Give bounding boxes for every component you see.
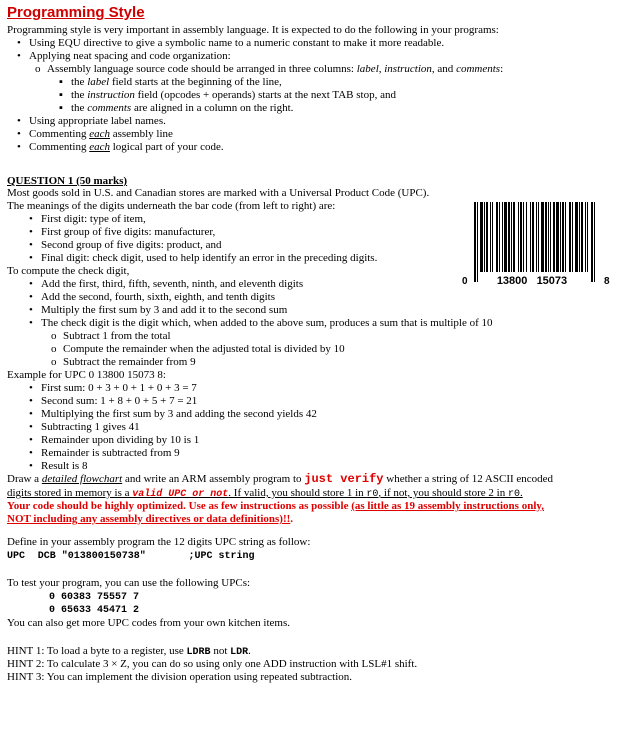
bullet-icon: • [29,304,33,316]
barcode-left-digit: 0 [462,276,468,287]
list-item: • Second sum: 1 + 8 + 0 + 5 + 7 = 21 [29,395,198,407]
list-item: • Remainder is subtracted from 9 [29,447,180,459]
code-instruction: DCB "013800150738" [37,551,146,562]
test-more: You can also get more UPC codes from your own kitchen items. [7,617,291,629]
bullet-icon: • [29,421,33,433]
circle-bullet-icon: o [51,356,57,368]
circle-bullet-icon: o [51,343,57,355]
barcode-bar [492,202,493,272]
barcode-bar [511,202,512,272]
list-item: • First sum: 0 + 3 + 0 + 1 + 0 + 3 = 7 [29,382,197,394]
intro-paragraph: Programming style is very important in assembly language. It is expected to do the following in your programs: [7,24,499,36]
barcode-bar [565,202,566,272]
barcode-right-digit: 8 [604,276,610,287]
barcode-bar [572,202,573,272]
bullet-icon: • [29,317,33,329]
barcode-bar [538,202,539,272]
square-bullet-icon: ▪ [59,89,63,101]
test-upc: 0 60383 75557 7 [49,592,140,603]
hint-line: HINT 2: To calculate 3 × Z, you can do so using only one ADD instruction with LSL#1 shift. [7,658,418,670]
square-bullet-icon: ▪ [59,102,63,114]
bullet-icon: • [29,291,33,303]
bullet-icon: • [29,447,33,459]
barcode-bar [556,202,559,272]
hint-line: HINT 1: To load a byte to a register, use LDRB not LDR. [7,645,251,658]
list-item: • Applying neat spacing and code organization: [17,50,231,62]
barcode-bar [591,202,593,282]
barcode-bar [560,202,561,272]
bullet-icon: • [29,434,33,446]
code-label: UPC [7,551,26,562]
barcode-bar [513,202,515,272]
barcode-bar [553,202,555,272]
barcode-bar [480,202,483,272]
list-item: • Final digit: check digit, used to help identify an error in the preceding digits. [29,252,378,264]
question-paragraph: To compute the check digit, [7,265,130,277]
list-item: o Subtract the remainder from 9 [51,356,196,368]
barcode-bar [486,202,488,272]
question-heading: QUESTION 1 (50 marks) [7,175,128,187]
barcode-bar [579,202,580,272]
test-intro: To test your program, you can use the following UPCs: [7,577,251,589]
bullet-icon: • [29,252,33,264]
list-item: • Subtracting 1 gives 41 [29,421,140,433]
barcode-bar [508,202,510,272]
list-item: ▪ the label field starts at the beginning of the line, [59,76,282,88]
barcode-bar [474,202,476,282]
barcode-bar [545,202,547,272]
list-item: • Commenting each logical part of your code. [17,141,224,153]
list-item: • First digit: type of item, [29,213,146,225]
barcode-bar [499,202,500,272]
barcode-bar [530,202,531,272]
bullet-icon: • [29,226,33,238]
bullet-icon: • [29,408,33,420]
code-line [7,549,255,563]
example-heading: Example for UPC 0 13800 15073 8: [7,369,166,381]
list-item: o Assembly language source code should be arranged in three columns: label, instruction, and comments: [35,63,504,75]
bullet-icon: • [29,213,33,225]
list-item: • Multiply the first sum by 3 and add it to the second sum [29,304,288,316]
list-item: • Using appropriate label names. [17,115,166,127]
barcode-bar [523,202,524,272]
square-bullet-icon: ▪ [59,76,63,88]
list-item: • Multiplying the first sum by 3 and adding the second yields 42 [29,408,317,420]
barcode-bar [562,202,564,272]
bullet-icon: • [17,141,21,153]
barcode-bar [536,202,537,272]
section-title: Programming Style [7,4,145,21]
barcode-bars [474,202,595,282]
barcode-bar [526,202,527,272]
bullet-icon: • [29,239,33,251]
code-comment: ;UPC string [188,551,255,562]
circle-bullet-icon: o [35,63,41,75]
barcode-bar [484,202,485,272]
barcode-bar [477,202,478,282]
list-item: • Add the first, third, fifth, seventh, ninth, and eleventh digits [29,278,304,290]
list-item: • The check digit is the digit which, when added to the above sum, produces a sum that is multiple of 10 [29,317,493,329]
barcode-graphic [452,200,618,290]
barcode-bar [575,202,578,272]
list-item: ▪ the comments are aligned in a column on the right. [59,102,294,114]
bullet-icon: • [29,460,33,472]
bullet-icon: • [29,278,33,290]
task-line: Draw a detailed flowchart and write an ARM assembly program to just verify whether a string of 12 ASCII encoded [7,472,554,486]
barcode-bar [504,202,507,272]
barcode-bar [496,202,498,272]
bullet-icon: • [17,115,21,127]
list-item: • Second group of five digits: product, and [29,239,222,251]
task-line: NOT including any assembly directives or data definitions)!!. [7,513,294,525]
list-item: • Commenting each assembly line [17,128,173,140]
barcode-bar [541,202,544,272]
list-item: • Remainder upon dividing by 10 is 1 [29,434,200,446]
bullet-icon: • [17,50,21,62]
bullet-icon: • [17,128,21,140]
barcode-bar [520,202,522,272]
barcode-bar [585,202,586,272]
barcode-bar [518,202,519,272]
define-intro: Define in your assembly program the 12 digits UPC string as follow: [7,536,311,548]
barcode-bar [581,202,583,272]
bullet-icon: • [29,395,33,407]
barcode-bar [502,202,503,272]
barcode-bar [490,202,491,272]
question-paragraph: The meanings of the digits underneath the bar code (from left to right) are: [7,200,336,212]
bullet-icon: • [29,382,33,394]
task-line: digits stored in memory is a valid UPC or not. If valid, you should store 1 in r0, if not, you should store 2 in r0. [7,487,523,500]
task-line: Your code should be highly optimized. Use as few instructions as possible (as little as 19 assembly instructions only, [7,500,545,512]
barcode-bar [587,202,588,272]
circle-bullet-icon: o [51,330,57,342]
barcode-middle-digits: 13800 15073 [496,275,568,287]
list-item: o Subtract 1 from the total [51,330,171,342]
barcode-bar [594,202,595,282]
barcode-bar [569,202,571,272]
question-paragraph: Most goods sold in U.S. and Canadian stores are marked with a Universal Product Code (UPC). [7,187,430,199]
bullet-icon: • [17,37,21,49]
hint-line: HINT 3: You can implement the division operation using repeated subtraction. [7,671,353,683]
list-item: ▪ the instruction field (opcodes + operands) starts at the next TAB stop, and [59,89,396,101]
list-item: • Result is 8 [29,460,88,472]
barcode-bar [550,202,551,272]
list-item: • Add the second, fourth, sixth, eighth, and tenth digits [29,291,276,303]
list-item: • First group of five digits: manufacturer, [29,226,216,238]
barcode-bar [532,202,534,282]
test-upc: 0 65633 45471 2 [49,605,140,616]
list-item: • Using EQU directive to give a symbolic name to a numeric constant to make it more readable. [17,37,445,49]
upc-barcode [452,200,618,290]
barcode-bar [548,202,549,272]
list-item: o Compute the remainder when the adjusted total is divided by 10 [51,343,345,355]
